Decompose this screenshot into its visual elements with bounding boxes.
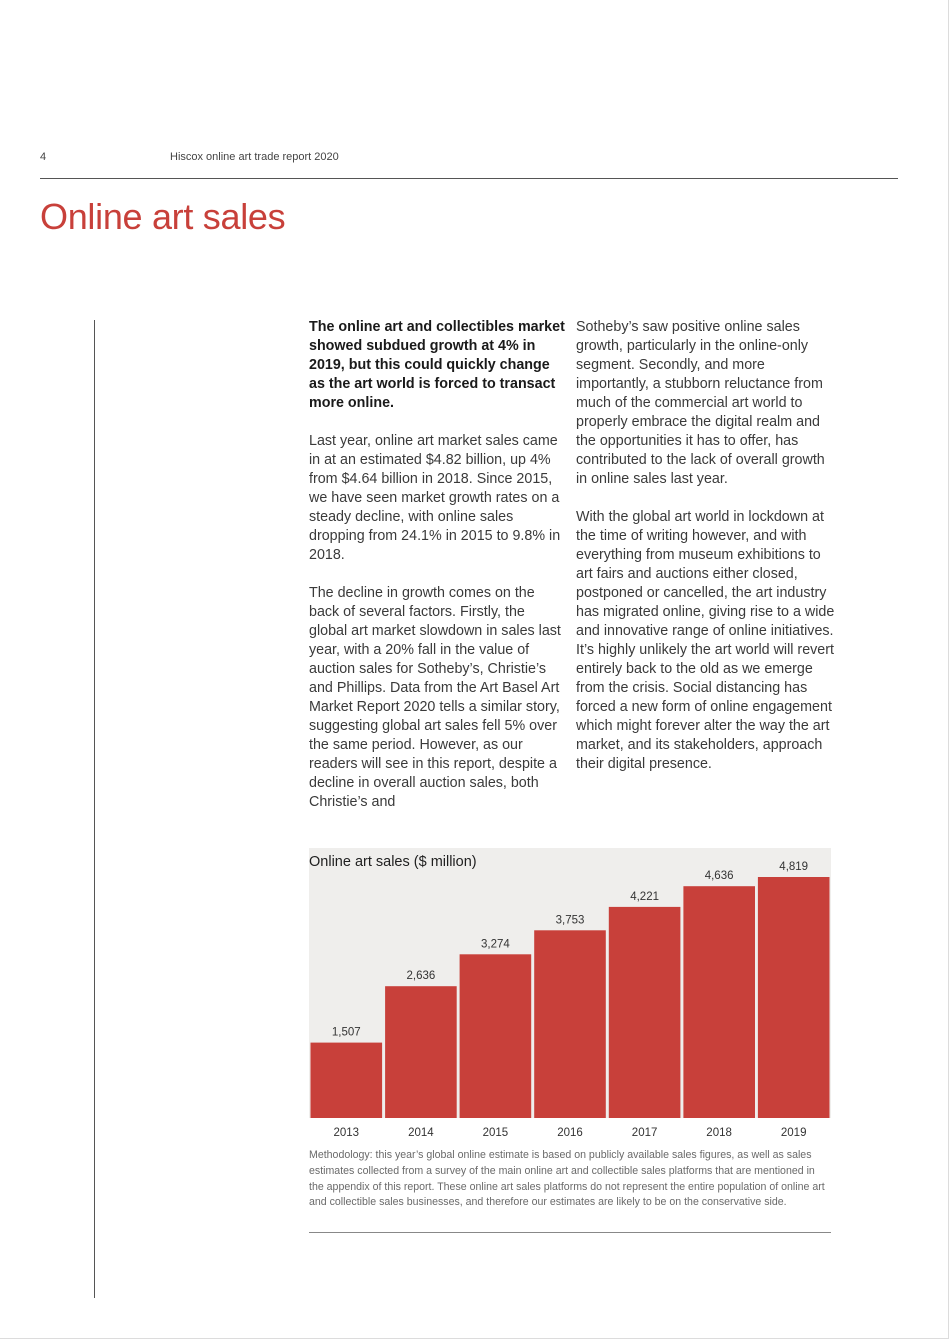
body-paragraph: Last year, online art market sales came in at an estimated $4.82 billion, up 4% from $4.64 billion in 2018. Since 2015, we have seen market growth rates on a steady decline, with online sales dropping from 24.1% in 2015 to 9.8% in 2018. bbox=[309, 433, 561, 563]
x-tick-label-2014: 2014 bbox=[408, 1127, 434, 1139]
x-tick-label-2015: 2015 bbox=[482, 1127, 509, 1139]
bar-2018 bbox=[683, 886, 755, 1118]
data-label-2019: 4,819 bbox=[779, 861, 809, 873]
body-paragraph: Sotheby’s saw positive online sales growth, particularly in the online-only segment. Secondly, and more importantly, a stubborn reluctance from much of the commercial art world to properly embrace the digital realm and the opportunities it has to offer, has contributed to the lack of overall growth in online sales last year. bbox=[576, 319, 825, 487]
x-tick-label-2017: 2017 bbox=[631, 1127, 658, 1139]
x-tick-label-2018: 2018 bbox=[706, 1127, 732, 1139]
header-divider bbox=[40, 178, 898, 179]
bar-2019 bbox=[758, 877, 830, 1118]
bar-2015 bbox=[460, 954, 532, 1118]
data-label-2018: 4,636 bbox=[704, 870, 734, 883]
margin-rule bbox=[94, 320, 95, 1298]
data-label-2015: 3,274 bbox=[481, 938, 510, 951]
page-number: 4 bbox=[40, 151, 47, 163]
text-column-right bbox=[576, 318, 838, 793]
x-tick-label-2019: 2019 bbox=[780, 1127, 807, 1139]
bar-2014 bbox=[385, 986, 457, 1118]
bar-2016 bbox=[534, 930, 606, 1118]
text-column-left bbox=[309, 318, 566, 831]
methodology-note: Methodology: this year’s global online estimate is based on publicly available sales figures, as well as sales estimates collected from a survey of the main online art and collectible sales platforms that are mentioned in the appendix of this report. These online art sales platforms do not represent the entire population of online art and collectible sales businesses, and therefore our estimates are likely to be on the conservative side. bbox=[309, 1149, 825, 1209]
lead-paragraph: The online art and collectibles market showed subdued growth at 4% in 2019, but this could quickly change as the art world is forced to transact more online. bbox=[309, 319, 565, 411]
body-paragraph: With the global art world in lockdown at the time of writing however, and with everything from museum exhibitions to art fairs and auctions either closed, postponed or cancelled, the art industry has migrated online, giving rise to a wide and innovative range of online initiatives. It’s highly unlikely the art world will revert entirely back to the old as we emerge from the crisis. Social distancing has forced a new form of online engagement which might forever alter the way the art market, and its stakeholders, approach their digital presence. bbox=[576, 509, 835, 772]
bar-2013 bbox=[311, 1043, 383, 1118]
data-label-2013: 1,507 bbox=[331, 1026, 361, 1039]
running-title: Hiscox online art trade report 2020 bbox=[170, 151, 339, 163]
chart-title: Online art sales ($ million) bbox=[309, 854, 477, 870]
methodology-divider bbox=[309, 1232, 831, 1233]
bar-2017 bbox=[609, 907, 681, 1118]
bar-chart bbox=[309, 848, 831, 1140]
data-label-2014: 2,636 bbox=[406, 970, 436, 983]
page-title: Online art sales bbox=[40, 196, 286, 237]
x-tick-label-2013: 2013 bbox=[333, 1127, 360, 1139]
chart-canvas bbox=[309, 848, 831, 1140]
body-paragraph: The decline in growth comes on the back of several factors. Firstly, the global art market slowdown in sales last year, with a 20% fall in the value of auction sales for Sotheby’s, Christie’s and Phillips. Data from the Art Basel Art Market Report 2020 tells a similar story, suggesting global art sales fell 5% over the same period. However, as our readers will see in this report, despite a decline in overall auction sales, both Christie’s and bbox=[309, 585, 561, 810]
data-label-2016: 3,753 bbox=[555, 914, 585, 927]
data-label-2017: 4,221 bbox=[630, 890, 659, 903]
x-tick-label-2016: 2016 bbox=[557, 1127, 583, 1139]
